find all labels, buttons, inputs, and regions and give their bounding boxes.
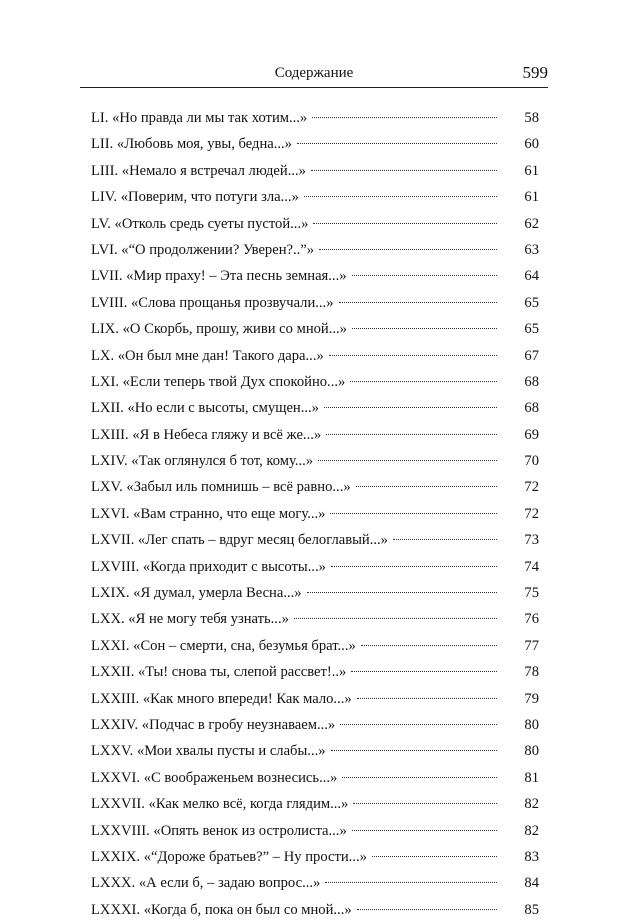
toc-entry-page-number: 68 (524, 373, 539, 390)
toc-entry-page-number: 81 (524, 769, 539, 786)
toc-entry-page-number: 77 (524, 637, 539, 654)
toc-entry (91, 369, 539, 395)
toc-entry-page-number: 58 (524, 110, 539, 126)
toc-entry-page-number: 80 (524, 716, 539, 733)
dot-leader (324, 407, 497, 408)
toc-entry-title: LXXII. «Ты! снова ты, слепой рассвет!..» (91, 664, 347, 681)
toc-entry (91, 791, 539, 817)
toc-entry-page-number: 82 (524, 822, 539, 839)
dot-leader (356, 486, 497, 487)
toc-entry-page-number: 82 (524, 796, 539, 813)
running-head (80, 60, 548, 82)
dot-leader (329, 355, 497, 356)
toc-entry-page-number: 84 (524, 875, 539, 892)
toc-entry-title: LXXIII. «Как много впереди! Как мало...» (91, 690, 352, 707)
toc-entry (91, 738, 539, 764)
dot-leader (357, 909, 497, 910)
toc-entry (91, 897, 539, 923)
toc-entry-title: LXXVIII. «Опять венок из остролиста...» (91, 822, 347, 839)
toc-entry-page-number: 65 (524, 321, 539, 338)
toc-entry (91, 263, 539, 289)
toc-entry (91, 448, 539, 474)
dot-leader (352, 830, 497, 831)
dot-leader (361, 645, 497, 646)
dot-leader (311, 170, 497, 171)
toc-entry-title: LXXIV. «Подчас в гробу неузнаваем...» (91, 716, 336, 733)
toc-entry-title: LXX. «Я не могу тебя узнать...» (91, 611, 289, 628)
toc-entry-title: LXI. «Если теперь твой Дух спокойно...» (91, 373, 346, 390)
toc-entry-title: LXIX. «Я думал, умерла Весна...» (91, 585, 302, 602)
toc-entry-title: LV. «Отколь средь суеты пустой...» (91, 215, 309, 232)
dot-leader (325, 882, 497, 883)
toc-entry (91, 686, 539, 712)
toc-entry-page-number: 79 (524, 690, 539, 707)
toc-entry-page-number: 78 (524, 664, 539, 681)
toc-entry (91, 870, 539, 896)
toc-entry (91, 316, 539, 342)
toc-entry (91, 105, 539, 131)
toc-entry-title: LIII. «Немало я встречал людей...» (91, 162, 306, 179)
toc-entry (91, 818, 539, 844)
table-of-contents (91, 105, 539, 923)
toc-entry-page-number: 61 (524, 189, 539, 206)
toc-entry-page-number: 74 (524, 558, 539, 575)
dot-leader (353, 803, 497, 804)
toc-entry (91, 765, 539, 791)
dot-leader (339, 302, 497, 303)
dot-leader (357, 698, 497, 699)
toc-entry-title: LII. «Любовь моя, увы, бедна...» (91, 136, 292, 153)
dot-leader (342, 777, 497, 778)
toc-entry-page-number: 67 (524, 347, 539, 364)
toc-entry (91, 633, 539, 659)
toc-entry-title: LIV. «Поверим, что потуги зла...» (91, 189, 299, 206)
toc-entry-title: LXXXI. «Когда б, пока он был со мной...» (91, 901, 352, 918)
toc-entry-page-number: 62 (524, 215, 539, 232)
toc-entry-title: LX. «Он был мне дан! Такого дара...» (91, 347, 324, 364)
toc-entry-page-number: 70 (524, 453, 539, 470)
toc-entry (91, 527, 539, 553)
dot-leader (294, 618, 497, 619)
toc-entry (91, 659, 539, 685)
dot-leader (352, 275, 497, 276)
toc-entry (91, 290, 539, 316)
toc-entry (91, 184, 539, 210)
toc-entry-page-number: 63 (524, 241, 539, 258)
toc-entry-title: LXIV. «Так оглянулся б тот, кому...» (91, 453, 314, 470)
toc-entry-page-number: 61 (524, 162, 539, 179)
toc-entry (91, 501, 539, 527)
dot-leader (312, 117, 497, 118)
dot-leader (352, 328, 497, 329)
toc-entry-page-number: 68 (524, 400, 539, 417)
dot-leader (331, 566, 497, 567)
toc-entry-title: LXVI. «Вам странно, что еще могу...» (91, 505, 326, 522)
dot-leader (319, 249, 497, 250)
toc-entry-title: LXII. «Но если с высоты, смущен...» (91, 400, 319, 417)
page-number: 599 (522, 63, 548, 82)
toc-entry-title: LXXVII. «Как мелко всё, когда глядим...» (91, 796, 349, 813)
dot-leader (393, 539, 497, 540)
dot-leader (297, 143, 497, 144)
toc-entry-title: LXXI. «Сон – смерти, сна, безумья брат...» (91, 637, 356, 654)
toc-entry-title: LIX. «О Скорбь, прошу, живи со мной...» (91, 321, 347, 338)
toc-entry-page-number: 85 (524, 901, 539, 918)
toc-entry (91, 211, 539, 237)
toc-entry (91, 158, 539, 184)
toc-entry-title: LXXV. «Мои хвалы пусты и слабы...» (91, 743, 326, 760)
dot-leader (313, 223, 497, 224)
toc-entry-page-number: 65 (524, 294, 539, 311)
toc-entry-title: LXXIX. «“Дороже братьев?” – Ну прости...» (91, 848, 367, 865)
header-rule (80, 87, 548, 88)
toc-entry (91, 395, 539, 421)
dot-leader (351, 671, 497, 672)
toc-entry-title: LXXX. «А если б, – задаю вопрос...» (91, 875, 321, 892)
toc-entry (91, 844, 539, 870)
toc-entry (91, 580, 539, 606)
dot-leader (330, 513, 497, 514)
toc-entry-page-number: 72 (524, 479, 539, 496)
toc-entry-page-number: 60 (524, 136, 539, 153)
toc-entry-title: LXVIII. «Когда приходит с высоты...» (91, 558, 326, 575)
toc-entry-page-number: 83 (524, 848, 539, 865)
toc-entry-page-number: 64 (524, 268, 539, 285)
toc-entry-page-number: 73 (524, 532, 539, 549)
dot-leader (304, 196, 497, 197)
toc-entry (91, 554, 539, 580)
toc-entry (91, 237, 539, 263)
toc-entry-title: LVII. «Мир праху! – Эта песнь земная...» (91, 268, 347, 285)
toc-entry-title: LXIII. «Я в Небеса гляжу и всё же...» (91, 426, 322, 443)
dot-leader (331, 750, 497, 751)
toc-entry (91, 422, 539, 448)
running-title: Содержание (274, 65, 354, 81)
dot-leader (372, 856, 497, 857)
toc-entry-page-number: 76 (524, 611, 539, 628)
toc-entry-title: LVI. «“О продолжении? Уверен?..”» (91, 241, 315, 258)
toc-entry (91, 712, 539, 738)
toc-entry-title: LXVII. «Лег спать – вдруг месяц белоглавый...» (91, 532, 388, 549)
toc-entry-title: LXV. «Забыл иль помнишь – всё равно...» (91, 479, 351, 496)
dot-leader (318, 460, 497, 461)
toc-entry-title: LXXVI. «С воображеньем вознесись...» (91, 769, 338, 786)
toc-entry-page-number: 80 (524, 743, 539, 760)
toc-entry-page-number: 75 (524, 585, 539, 602)
toc-entry-title: LI. «Но правда ли мы так хотим...» (91, 110, 308, 126)
dot-leader (340, 724, 497, 725)
dot-leader (326, 434, 497, 435)
toc-entry-page-number: 69 (524, 426, 539, 443)
toc-entry-title: LVIII. «Слова прощанья прозвучали...» (91, 294, 334, 311)
toc-entry (91, 343, 539, 369)
toc-entry (91, 131, 539, 157)
dot-leader (307, 592, 497, 593)
toc-entry (91, 606, 539, 632)
dot-leader (350, 381, 497, 382)
toc-entry-page-number: 72 (524, 505, 539, 522)
toc-entry (91, 474, 539, 500)
